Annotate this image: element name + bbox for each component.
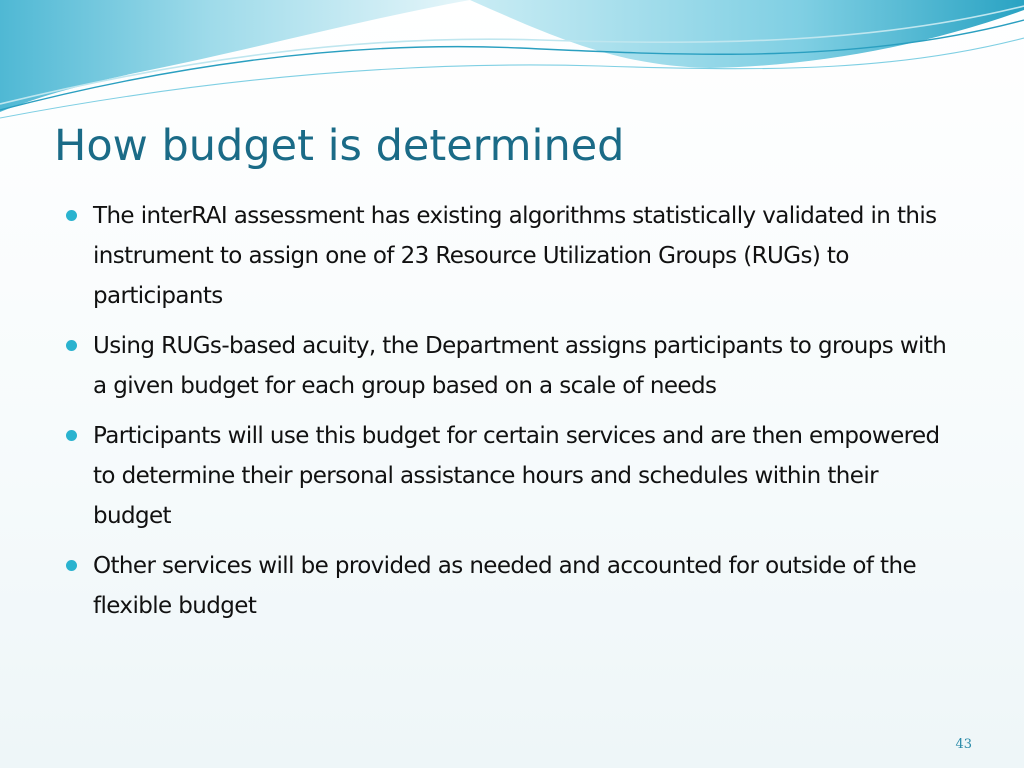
wave-header-decoration (0, 0, 1024, 130)
bullet-item (62, 196, 962, 316)
wave-band-right (470, 0, 1024, 68)
bullet-item (62, 416, 962, 536)
bullet-item (62, 326, 962, 406)
bullet-text: Using RUGs-based acuity, the Department assigns participants to groups with a given budget for each group based on a scale of needs (93, 333, 947, 399)
bullet-dot-icon (66, 210, 77, 221)
bullet-text: The interRAI assessment has existing algorithms statistically validated in this instrument to assign one of 23 Resource Utilization Groups (RUGs) to participants (93, 203, 937, 309)
bullet-text: Other services will be provided as needed and accounted for outside of the flexible budget (93, 553, 916, 619)
wave-band-primary (0, 0, 470, 112)
bullet-dot-icon (66, 560, 77, 571)
bullet-text: Participants will use this budget for certain services and are then empowered to determine their personal assistance hours and schedules within their budget (93, 423, 940, 529)
slide-title: How budget is determined (54, 121, 625, 171)
bullet-dot-icon (66, 430, 77, 441)
bullet-item (62, 546, 962, 626)
bullet-list (62, 196, 962, 636)
slide-number: 43 (955, 737, 972, 752)
bullet-dot-icon (66, 340, 77, 351)
